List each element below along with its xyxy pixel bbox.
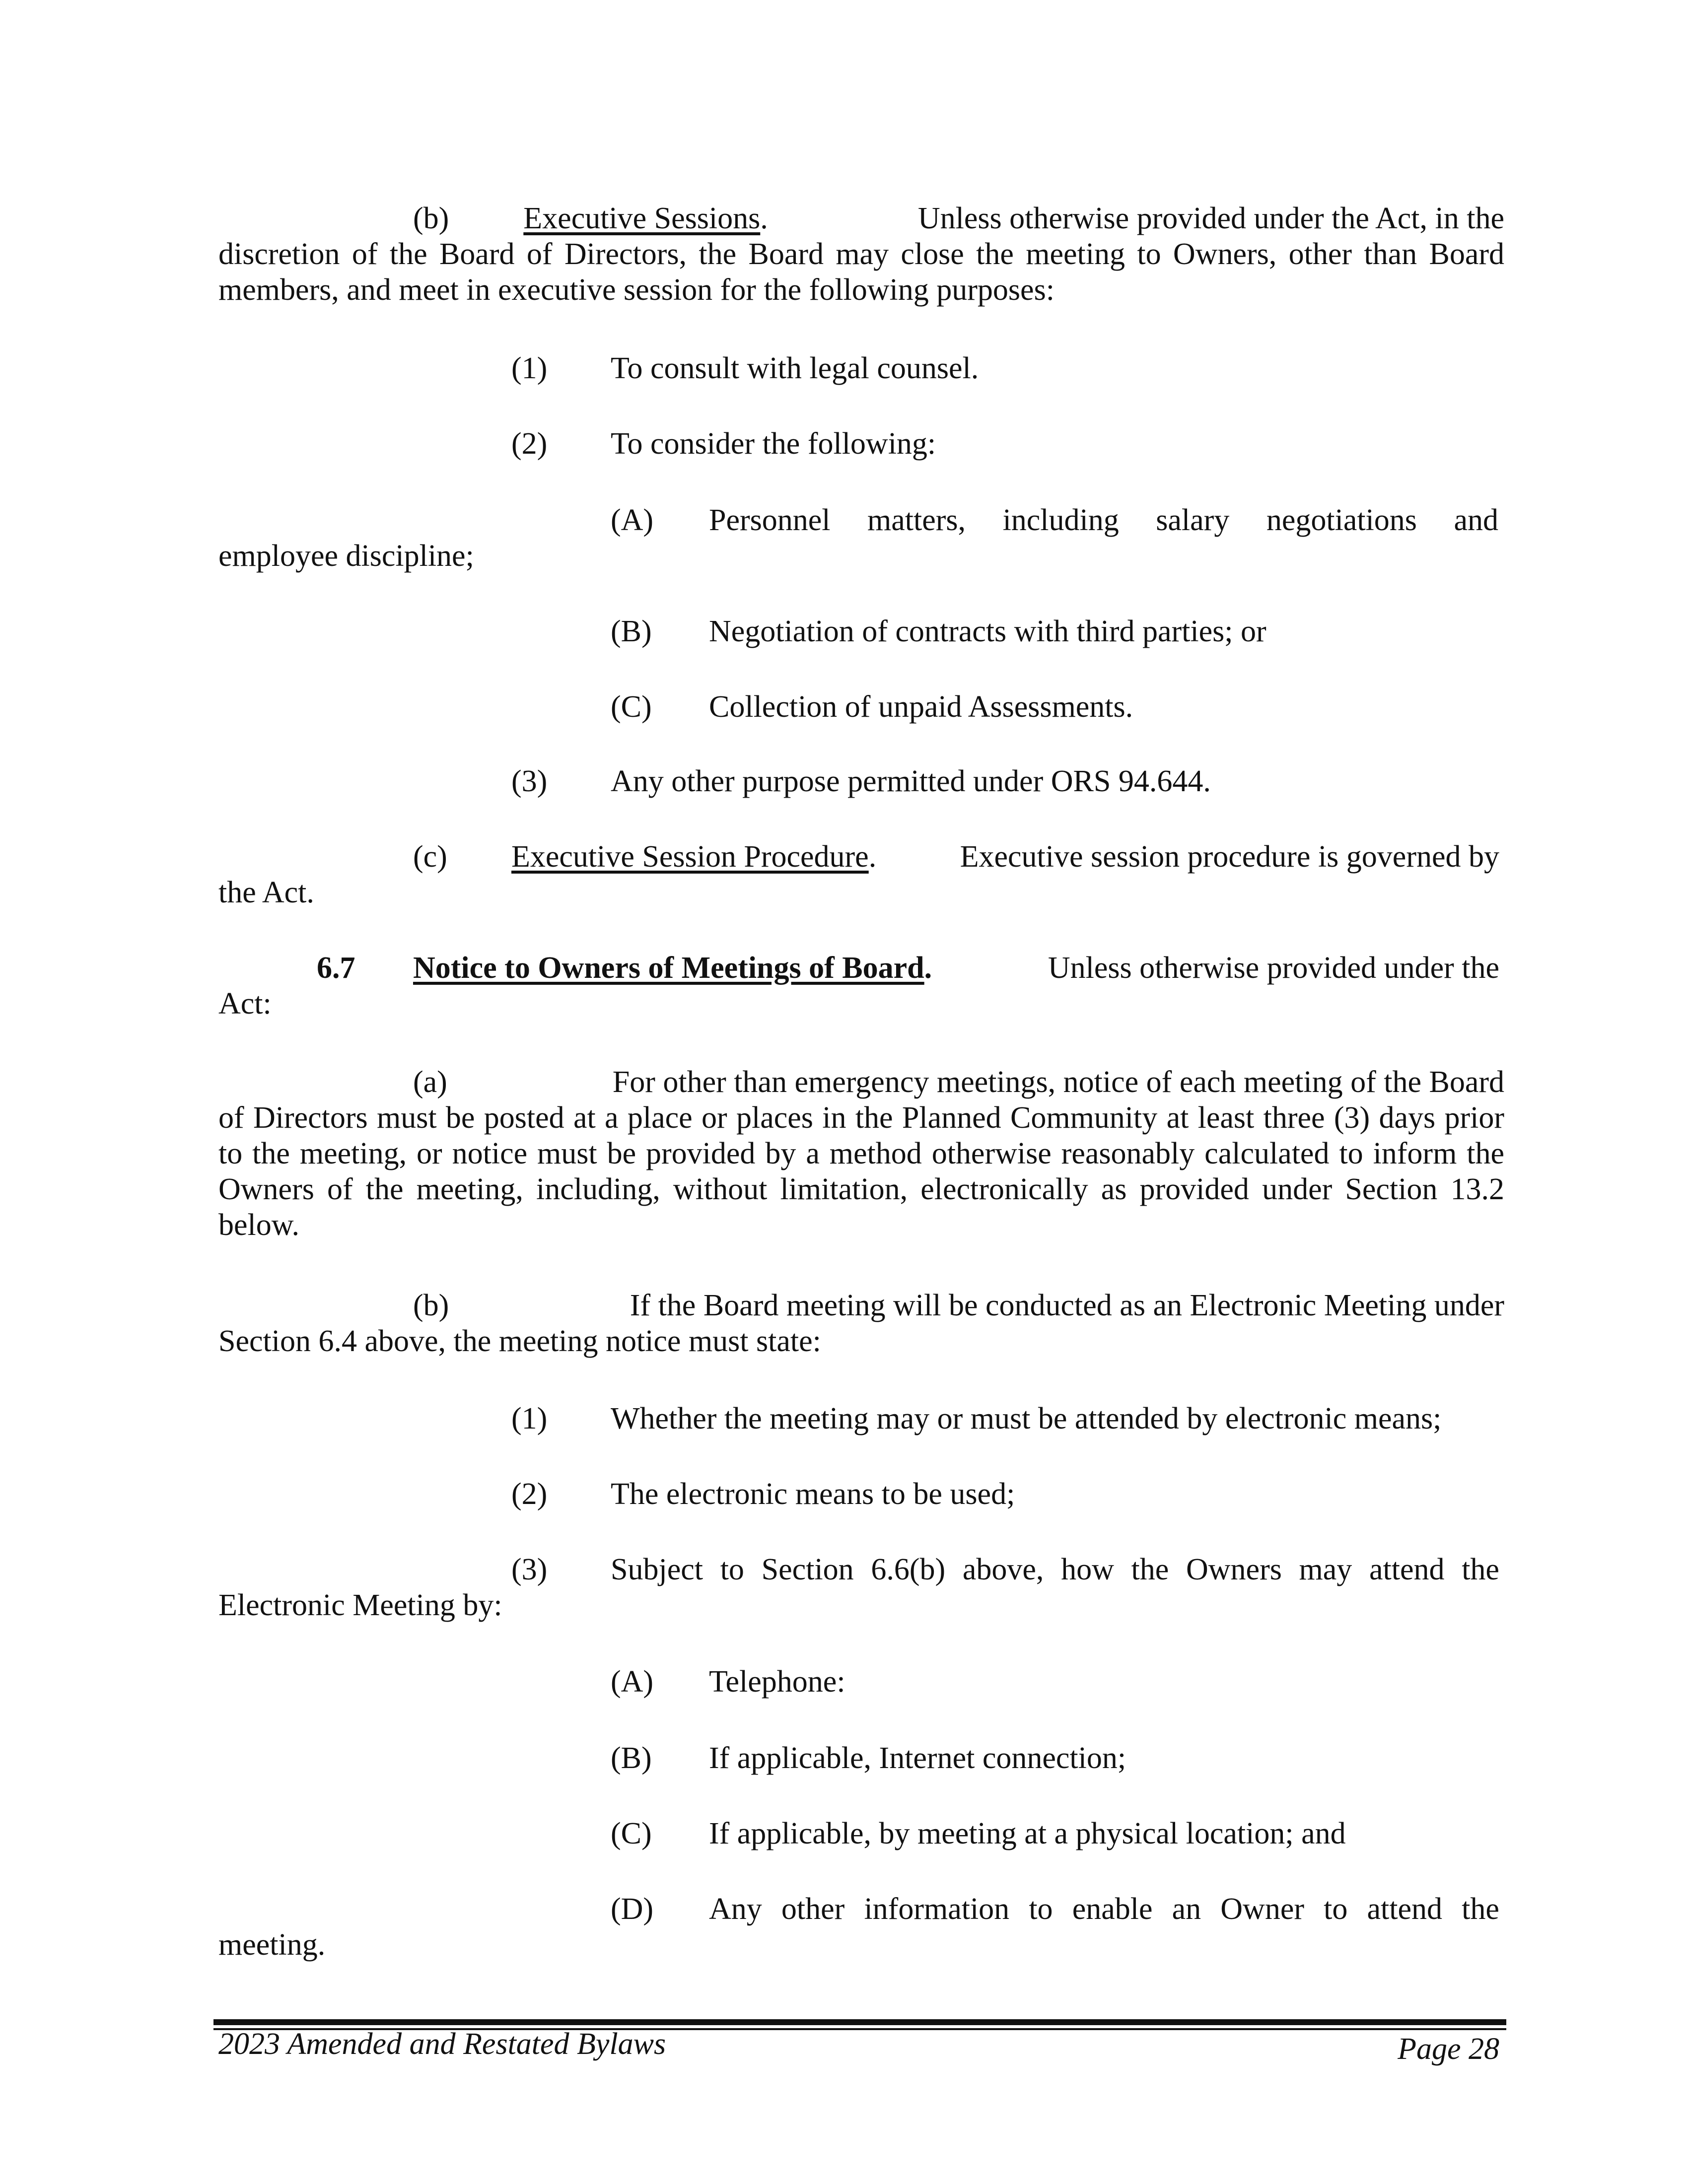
- section-c-line: Executive Session Procedure. Executive session procedure is governed by: [511, 840, 1499, 874]
- paragraph-a: [218, 1064, 1504, 1243]
- section-6-7-title: Notice to Owners of Meetings of Board: [413, 951, 924, 985]
- section-b-title: Executive Sessions: [523, 202, 761, 235]
- consider-c-label: (C): [611, 690, 652, 724]
- purpose-3-number: (3): [511, 764, 548, 798]
- attend-b-label: (B): [611, 1741, 652, 1775]
- section-b-label: (b): [413, 202, 449, 235]
- attend-c-label: (C): [611, 1817, 652, 1850]
- section-c-title: Executive Session Procedure: [511, 840, 869, 874]
- attend-a-text: Telephone:: [709, 1665, 845, 1699]
- purpose-3-text: Any other purpose permitted under ORS 94.644.: [611, 764, 1211, 798]
- section-c-continuation: the Act.: [218, 876, 314, 909]
- consider-a-continuation: employee discipline;: [218, 539, 474, 573]
- section-6-7-line: Notice to Owners of Meetings of Board. Unless otherwise provided under the: [413, 951, 1499, 985]
- paragraph-b-label: (b): [413, 1289, 449, 1322]
- paragraph-b: [218, 1288, 1504, 1359]
- attend-b-text: If applicable, Internet connection;: [709, 1741, 1126, 1775]
- footer-rule-thick: [213, 2019, 1506, 2025]
- attend-d-continuation: meeting.: [218, 1928, 326, 1962]
- paragraph-a-first-text: For other than emergency meetings, notice of each meeting of the Board: [612, 1065, 1504, 1099]
- section-b-executive-sessions: [218, 201, 1504, 308]
- footer-page-number: Page 28: [1398, 2032, 1499, 2066]
- notice-2-number: (2): [511, 1477, 548, 1511]
- notice-3-continuation: Electronic Meeting by:: [218, 1588, 502, 1622]
- section-6-7-number: 6.7: [317, 951, 355, 985]
- attend-c-text: If applicable, by meeting at a physical location; and: [709, 1817, 1346, 1850]
- section-c-text: Executive session procedure is governed by: [960, 840, 1499, 874]
- section-c-label: (c): [413, 840, 447, 874]
- section-b-first-line: (b) Executive Sessions . Unless otherwise provided under the Act, in the: [413, 202, 1504, 235]
- consider-a-label: (A): [611, 503, 654, 537]
- section-6-7-continuation: Act:: [218, 987, 272, 1021]
- attend-d-label: (D): [611, 1892, 654, 1926]
- consider-a-text: Personnel matters, including salary negotiations and: [709, 503, 1498, 537]
- paragraph-a-first-line: [413, 1064, 1504, 1100]
- consider-c-text: Collection of unpaid Assessments.: [709, 690, 1133, 724]
- attend-a-label: (A): [611, 1665, 654, 1699]
- paragraph-a-body: of Directors must be posted at a place or places in the Planned Community at least three (3) days prior to the meeting, or notice must be provided by a method otherwise reasonably calculated to inform the Owners of the meeting, including, without limitation, electronically as provided under Section 13.2 below.: [218, 1101, 1504, 1242]
- purpose-2-number: (2): [511, 427, 548, 461]
- paragraph-b-first-line: [413, 1288, 1504, 1323]
- consider-b-label: (B): [611, 614, 652, 648]
- section-6-7-text: Unless otherwise provided under the: [1048, 951, 1499, 985]
- consider-b-text: Negotiation of contracts with third parties; or: [709, 614, 1266, 648]
- footer-document-title: 2023 Amended and Restated Bylaws: [218, 2027, 666, 2061]
- paragraph-a-label: (a): [413, 1065, 447, 1099]
- notice-3-text: Subject to Section 6.6(b) above, how the Owners may attend the: [611, 1553, 1499, 1586]
- attend-d-text: Any other information to enable an Owner to attend the: [709, 1892, 1499, 1926]
- purpose-2-text: To consider the following:: [611, 427, 936, 461]
- section-b-body: discretion of the Board of Directors, the Board may close the meeting to Owners, other than Board members, and meet in executive session for the following purposes:: [218, 237, 1504, 307]
- notice-1-text: Whether the meeting may or must be attended by electronic means;: [611, 1402, 1442, 1435]
- notice-3-number: (3): [511, 1553, 548, 1586]
- purpose-1-number: (1): [511, 351, 548, 385]
- notice-2-text: The electronic means to be used;: [611, 1477, 1015, 1511]
- purpose-1-text: To consult with legal counsel.: [611, 351, 979, 385]
- section-b-first-text: Unless otherwise provided under the Act, in the: [917, 202, 1504, 235]
- notice-1-number: (1): [511, 1402, 548, 1435]
- paragraph-b-first-text: If the Board meeting will be conducted as an Electronic Meeting under: [630, 1289, 1504, 1322]
- paragraph-b-body: Section 6.4 above, the meeting notice must state:: [218, 1324, 821, 1358]
